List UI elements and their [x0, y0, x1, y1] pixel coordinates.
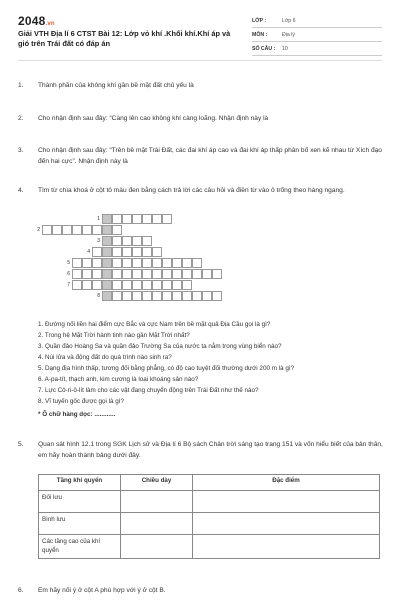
- crossword-cell[interactable]: [192, 291, 202, 301]
- crossword-clue: 5. Dạng địa hình thấp, tương đối bằng phẳng, có độ cao tuyệt đối thường dưới 200 m là gì?: [38, 365, 295, 372]
- layer-name: Các tầng cao của khí quyển: [39, 535, 121, 559]
- crossword-cell[interactable]: [82, 258, 92, 268]
- crossword-cell[interactable]: [172, 291, 182, 301]
- thickness-cell[interactable]: [121, 535, 193, 559]
- crossword-cell[interactable]: [92, 280, 102, 290]
- crossword-clue: 2. Trong hệ Mặt Trời hành tinh nào gần Mặt Trời nhất?: [38, 332, 190, 339]
- crossword-cell[interactable]: [92, 258, 102, 268]
- question-number: 1.: [18, 82, 24, 89]
- layer-name: Bình lưu: [39, 513, 121, 535]
- crossword-cell[interactable]: [112, 214, 122, 224]
- question-1: [18, 81, 386, 92]
- question-text: Em hãy nối ý ở cột A phù hợp với ý ở cột B.: [38, 587, 166, 594]
- table-row: [39, 491, 380, 513]
- crossword-cell[interactable]: [152, 214, 162, 224]
- question-text: Cho nhận định sau đây: “Càng lên cao không khí càng loãng. Nhận định này là: [38, 115, 269, 122]
- question-3: [18, 146, 386, 167]
- question-2: [18, 114, 386, 125]
- crossword-cell[interactable]: [172, 280, 182, 290]
- layer-name: Đối lưu: [39, 491, 121, 513]
- crossword-cell[interactable]: [162, 269, 172, 279]
- crossword-clue: 8. Vĩ tuyến gốc được gọi là gì?: [38, 398, 125, 405]
- atmosphere-layers-table: [38, 474, 380, 559]
- crossword-cell[interactable]: [132, 214, 142, 224]
- crossword-cell[interactable]: [112, 258, 122, 268]
- question-number: 5.: [18, 441, 24, 448]
- crossword-cell[interactable]: [82, 269, 92, 279]
- crossword-cell[interactable]: [112, 280, 122, 290]
- crossword-clue: 1. Đường nối liền hai điểm cực Bắc và cực Nam trên bề mặt quả Địa Cầu gọi là gì?: [38, 321, 271, 328]
- crossword-cell[interactable]: [142, 236, 152, 246]
- crossword-cell[interactable]: [192, 258, 202, 268]
- meta-subject: [252, 28, 382, 42]
- crossword-cell[interactable]: [122, 291, 132, 301]
- crossword-key-cell[interactable]: [102, 236, 112, 246]
- feature-cell[interactable]: [193, 535, 380, 559]
- crossword-cell[interactable]: [182, 258, 192, 268]
- crossword-cell[interactable]: [172, 269, 182, 279]
- question-number: 2.: [18, 115, 24, 122]
- crossword-cell[interactable]: [72, 269, 82, 279]
- crossword-cell[interactable]: [132, 280, 142, 290]
- crossword-cell[interactable]: [152, 269, 162, 279]
- crossword-cell[interactable]: [42, 225, 52, 235]
- crossword-row-number: 7: [67, 282, 70, 288]
- crossword-clue: 4. Núi lửa và động đất do quá trình nào sinh ra?: [38, 354, 172, 361]
- crossword-cell[interactable]: [112, 291, 122, 301]
- question-text: Thành phần của không khí gần bề mặt đất chủ yếu là: [38, 82, 194, 89]
- crossword-row-number: 4: [87, 249, 90, 255]
- crossword-cell[interactable]: [142, 247, 152, 257]
- question-number: 3.: [18, 147, 24, 154]
- crossword-cell[interactable]: [152, 280, 162, 290]
- crossword-cell[interactable]: [152, 247, 162, 257]
- meta-value: Lớp 6: [282, 17, 296, 24]
- thickness-cell[interactable]: [121, 491, 193, 513]
- crossword-cell[interactable]: [92, 225, 102, 235]
- crossword-key-cell[interactable]: [102, 269, 112, 279]
- question-5: [18, 440, 386, 461]
- crossword-cell[interactable]: [162, 280, 172, 290]
- crossword-cell[interactable]: [122, 280, 132, 290]
- crossword-cell[interactable]: [162, 291, 172, 301]
- crossword-row-number: 8: [97, 293, 100, 299]
- crossword-cell[interactable]: [182, 269, 192, 279]
- meta-value: Địa lý: [282, 31, 295, 38]
- crossword-clue: 6. A-pa-tít, thạch anh, kim cương là loại khoáng sản nào?: [38, 376, 199, 383]
- crossword-cell[interactable]: [202, 291, 212, 301]
- table-row: [39, 513, 380, 535]
- crossword-clue: 7. Lực Cô-ri-ô-lít làm cho các vật đang chuyển động trên Trái Đất như thế nào?: [38, 387, 259, 394]
- crossword-key-cell[interactable]: [102, 225, 112, 235]
- crossword-cell[interactable]: [72, 258, 82, 268]
- crossword-answer-label: * Ô chữ hàng dọc: ............: [38, 411, 116, 418]
- crossword-row-number: 1: [97, 216, 100, 222]
- crossword-cell[interactable]: [172, 258, 182, 268]
- table-row: [39, 535, 380, 559]
- logo-main: 2048: [18, 14, 46, 28]
- crossword-cell[interactable]: [162, 214, 172, 224]
- crossword-cell[interactable]: [92, 247, 102, 257]
- crossword-cell[interactable]: [122, 247, 132, 257]
- crossword-cell[interactable]: [122, 214, 132, 224]
- crossword-cell[interactable]: [132, 258, 142, 268]
- site-logo[interactable]: [18, 14, 55, 28]
- crossword-row-number: 2: [37, 227, 40, 233]
- question-text: Cho nhận định sau đây: “Trên bề mặt Trái Đất, các đai khí áp cao và đai khí áp thấp phân bố xen kẽ nhau từ Xích đạo đến hai cực”. Nhận định này là: [38, 147, 382, 165]
- crossword-row-number: 6: [67, 271, 70, 277]
- crossword-cell[interactable]: [132, 291, 142, 301]
- logo-tld: .vn: [45, 21, 55, 27]
- meta-label: SỐ CÂU :: [252, 45, 276, 52]
- crossword-cell[interactable]: [152, 291, 162, 301]
- meta-label: LỚP :: [252, 17, 267, 24]
- crossword-cell[interactable]: [62, 225, 72, 235]
- crossword-clue: 3. Quần đảo Hoàng Sa và quần đảo Trường Sa của nước ta nằm trong vùng biển nào?: [38, 343, 282, 350]
- crossword-cell[interactable]: [132, 236, 142, 246]
- crossword-cell[interactable]: [72, 280, 82, 290]
- crossword-cell[interactable]: [192, 269, 202, 279]
- crossword-key-cell[interactable]: [102, 214, 112, 224]
- crossword-cell[interactable]: [112, 225, 122, 235]
- question-text: Quan sát hình 12.1 trong SGK Lịch sử và Địa lí 6 Bộ sách Chân trời sáng tạo trang 151 và vốn hiểu biết của bản thân, em hãy hoàn thành bảng dưới đây.: [38, 441, 383, 459]
- crossword-key-cell[interactable]: [102, 280, 112, 290]
- question-4: [18, 186, 386, 197]
- feature-cell[interactable]: [193, 513, 380, 535]
- crossword-key-cell[interactable]: [102, 247, 112, 257]
- crossword-cell[interactable]: [182, 280, 192, 290]
- crossword-cell[interactable]: [142, 291, 152, 301]
- question-number: 6.: [18, 587, 24, 594]
- crossword-cell[interactable]: [152, 258, 162, 268]
- crossword-row-number: 5: [67, 260, 70, 266]
- document-title: Giải VTH Địa lí 6 CTST Bài 12: Lớp vỏ khí .Khối khí.Khí áp và gió trên Trái đất có đáp án: [18, 29, 231, 48]
- crossword-cell[interactable]: [122, 236, 132, 246]
- crossword-cell[interactable]: [142, 258, 152, 268]
- column-header: Đặc điểm: [193, 475, 380, 491]
- crossword-cell[interactable]: [182, 291, 192, 301]
- meta-question-count: [252, 42, 382, 56]
- question-text: Tìm từ chìa khoá ở cột tô màu đen bằng cách trả lời các câu hỏi và điền từ vào ô trống theo hàng ngang.: [38, 187, 345, 194]
- crossword-cell[interactable]: [142, 269, 152, 279]
- crossword-cell[interactable]: [212, 269, 222, 279]
- crossword-cell[interactable]: [162, 258, 172, 268]
- question-number: 4.: [18, 187, 24, 194]
- crossword-cell[interactable]: [122, 269, 132, 279]
- crossword-cell[interactable]: [122, 258, 132, 268]
- crossword-cell[interactable]: [72, 225, 82, 235]
- meta-box: [252, 14, 382, 56]
- column-header: Tầng khí quyển: [39, 475, 121, 491]
- question-6: [18, 586, 386, 597]
- crossword-cell[interactable]: [132, 247, 142, 257]
- crossword-cell[interactable]: [112, 247, 122, 257]
- crossword-key-cell[interactable]: [102, 291, 112, 301]
- header-divider: [18, 60, 382, 61]
- column-header: Chiều dày: [121, 475, 193, 491]
- crossword-cell[interactable]: [142, 280, 152, 290]
- crossword-cell[interactable]: [52, 225, 62, 235]
- crossword-row-number: 3: [97, 238, 100, 244]
- crossword-cell[interactable]: [112, 236, 122, 246]
- crossword-cell[interactable]: [142, 214, 152, 224]
- meta-class: [252, 14, 382, 28]
- crossword-cell[interactable]: [202, 269, 212, 279]
- feature-cell[interactable]: [193, 491, 380, 513]
- crossword-cell[interactable]: [82, 225, 92, 235]
- crossword-cell[interactable]: [82, 280, 92, 290]
- crossword-cell[interactable]: [212, 291, 222, 301]
- crossword-cell[interactable]: [112, 269, 122, 279]
- crossword-grid: [30, 214, 230, 310]
- table-header-row: [39, 475, 380, 491]
- crossword-cell[interactable]: [132, 269, 142, 279]
- crossword-key-cell[interactable]: [102, 258, 112, 268]
- meta-value: 10: [282, 45, 288, 52]
- crossword-cell[interactable]: [92, 269, 102, 279]
- meta-label: MÔN :: [252, 31, 268, 38]
- thickness-cell[interactable]: [121, 513, 193, 535]
